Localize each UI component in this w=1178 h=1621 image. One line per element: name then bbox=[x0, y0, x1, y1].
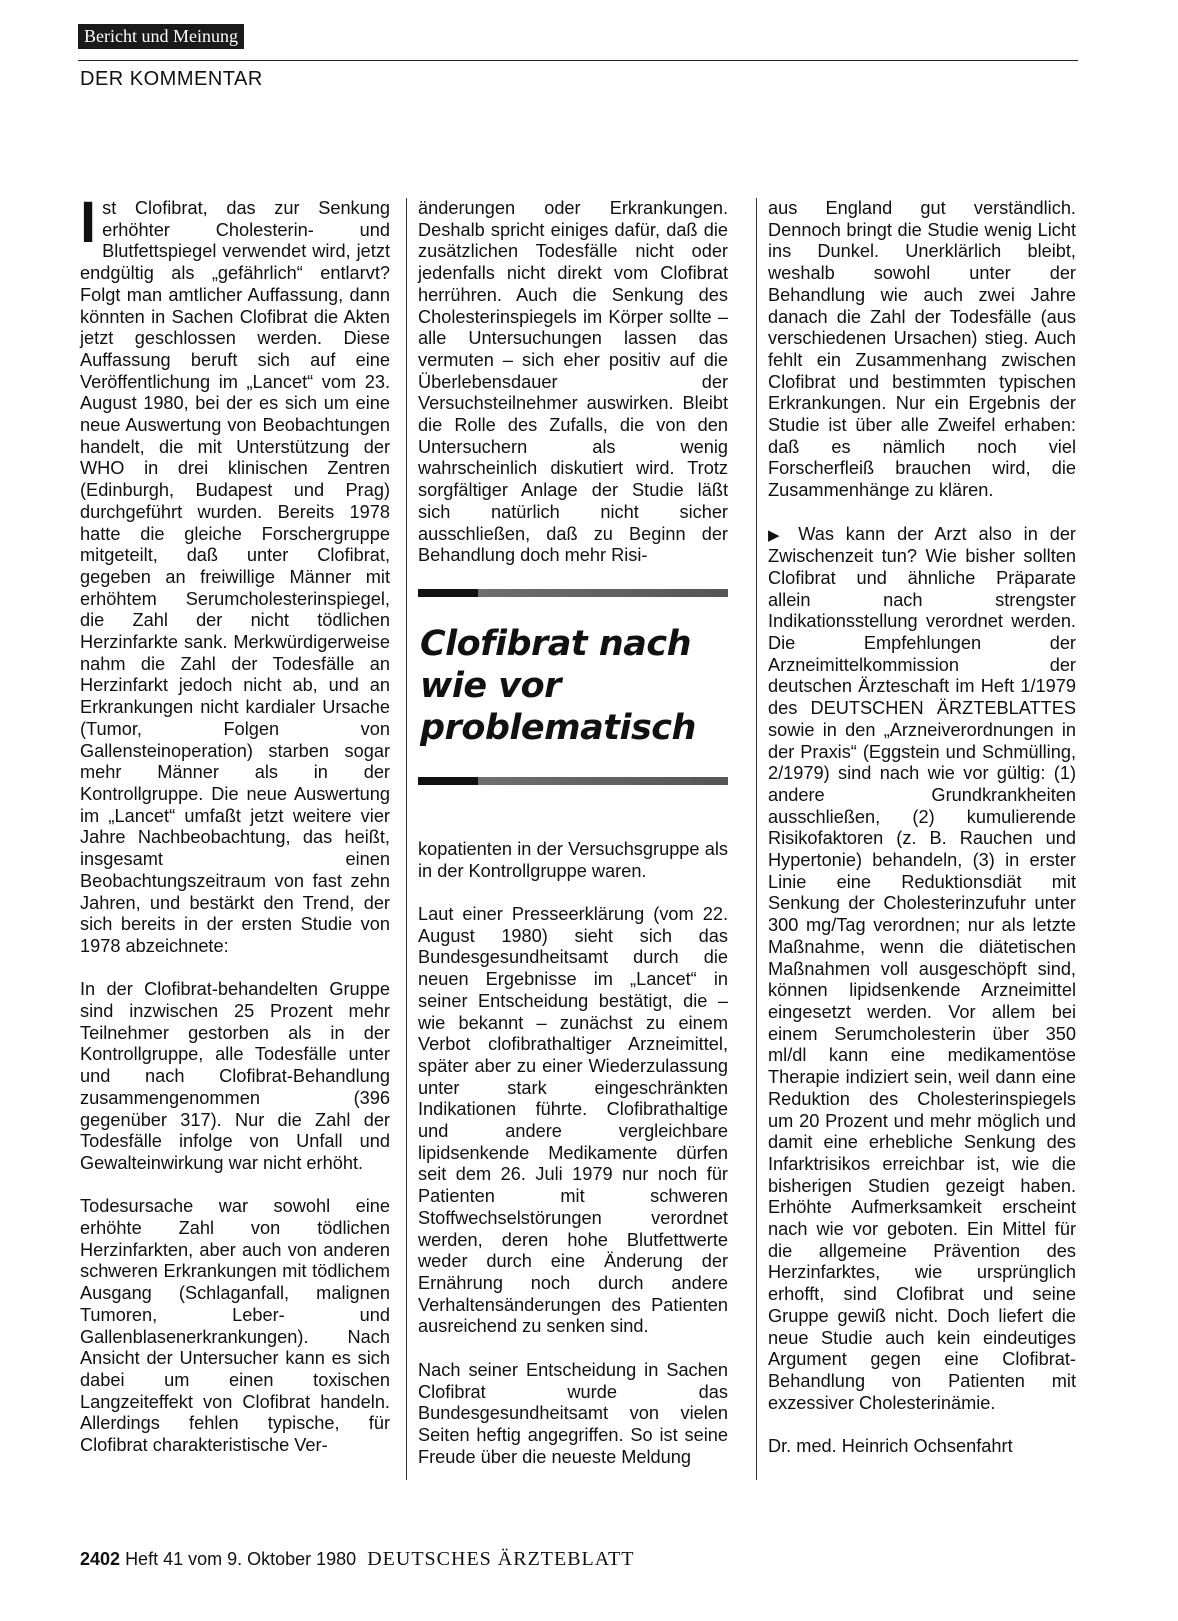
triangle-arrow-icon: ▶ bbox=[768, 526, 787, 544]
article-column-1 bbox=[80, 190, 390, 1478]
paragraph: änderungen oder Erkrankungen. Deshalb spricht einiges dafür, daß die zusätzlichen Todesfälle nicht oder jedenfalls nicht direkt vom Clofibrat herrühren. Auch die Senkung des Cholesterinspiegels im Körper sollte – alle Untersuchungen lassen das vermuten – sich eher positiv auf die Überlebensdauer der Versuchsteilnehmer auswirken. Bleibt die Rolle des Zufalls, die von den Untersuchern als wenig wahrscheinlich diskutiert wird. Trotz sorgfältiger Anlage der Studie läßt sich natürlich nicht sicher ausschließen, daß zu Beginn der Behandlung doch mehr Risi- bbox=[418, 198, 728, 566]
paragraph: In der Clofibrat-behandelten Gruppe sind inzwischen 25 Prozent mehr Teilnehmer gestorben als in der Kontrollgruppe, alle Todesfälle unter und nach Clofibrat-Behandlung zusammengenommen (396 gegenüber 317). Nur die Zahl der Todesfälle infolge von Unfall und Gewalteinwirkung war nicht erhöht. bbox=[80, 979, 390, 1173]
paragraph-text: st Clofibrat, das zur Senkung erhöhter Cholesterin- und Blutfettspiegel verwendet wird, jetzt endgültig als „gefährlich“ entlarvt? Folgt man amtlicher Auffassung, dann könnten in Sachen Clofibrat die Akten jetzt geschlossen werden. Diese Auffassung beruft sich auf eine Veröffentlichung im „Lancet“ vom 23. August 1980, bei der es sich um eine neue Auswertung von Beobachtungen handelt, die mit Unterstützung der WHO in drei klinischen Zentren (Edinburgh, Budapest und Prag) durchgeführt wurden. Bereits 1978 hatte die gleiche Forschergruppe mitgeteilt, daß unter Clofibrat, gegeben an freiwillige Männer mit erhöhtem Serumcholesterinspiegel, die Zahl der nicht tödlichen Herzinfarkte sank. Merkwürdigerweise nahm die Zahl der Todesfälle an Herzinfarkt jedoch nicht ab, und an Erkrankungen nicht kardialer Ursache (Tumor, Folgen von Gallensteinoperation) starben sogar mehr Männer als in der Kontrollgruppe. Die neue Auswertung im „Lancet“ umfaßt jetzt weitere vier Jahre Nachbeobachtung, das heißt, insgesamt einen Beobachtungszeitraum von fast zehn Jahren, und bestärkt den Trend, der sich bereits in der ersten Studie von 1978 abzeichnete: bbox=[80, 198, 390, 956]
drop-cap: I bbox=[80, 190, 97, 255]
article-column-2 bbox=[418, 198, 728, 1490]
paragraph: Todesursache war sowohl eine erhöhte Zahl von tödlichen Herzinfarkten, aber auch von anderen schweren Erkrankungen mit tödlichem Ausgang (Schlaganfall, malignen Tumoren, Leber- und Gallenblasenerkrankungen). Nach Ansicht der Untersucher kann es sich dabei um einen toxischen Langzeiteffekt von Clofibrat handeln. Allerdings fehlen typische, für Clofibrat charakteristische Ver- bbox=[80, 1196, 390, 1456]
column-rule-1 bbox=[406, 198, 407, 1480]
section-tag: Bericht und Meinung bbox=[78, 24, 244, 49]
headline-bar-top bbox=[418, 589, 728, 597]
paragraph: Nach seiner Entscheidung in Sachen Clofibrat wurde das Bundesgesundheitsamt von vielen Seiten heftig angegriffen. So ist seine Freude über die neueste Meldung bbox=[418, 1359, 728, 1467]
paragraph-text: Was kann der Arzt also in der Zwischenzeit tun? Wie bisher sollten Clofibrat und ähnliche Präparate allein nach strengster Indikationsstellung verordnet werden. Die Empfehlungen der Arzneimittelkommission der deutschen Ärzteschaft im Heft 1/1979 des DEUTSCHEN ÄRZTEBLATTES sowie in den „Arzneiverordnungen in der Praxis“ (Eggstein und Schmülling, 2/1979) sind nach wie vor gültig: (1) andere Grundkrankheiten ausschließen, (2) kumulierende Risikofaktoren (z. B. Rauchen und Hypertonie) behandeln, (3) in erster Linie eine Reduktionsdiät mit Senkung der Cholesterinzufuhr unter 300 mg/Tag verordnen; nur als letzte Maßnahme, wenn die diätetischen Maßnahmen voll ausgeschöpft sind, können lipidsenkende Arzneimittel eingesetzt werden. Vor allem bei einem Serumcholesterin über 350 ml/dl kann eine medikamentöse Therapie indiziert sein, weil dann eine Reduktion des Cholesterinspiegels um 20 Prozent und mehr möglich und damit eine erhebliche Senkung des Infarktrisikos erreichbar ist, wie die bisherigen Studien gezeigt haben. Erhöhte Aufmerksamkeit erscheint nach wie vor geboten. Ein Mittel für die allgemeine Prävention des Herzinfarktes, wie ursprünglich erhofft, sind Clofibrat und seine Gruppe gewiß nicht. Doch liefert die neue Studie auch kein eindeutiges Argument gegen eine Clofibrat-Behandlung von Patienten mit exzessiver Cholesterinämie. bbox=[768, 523, 1076, 1413]
paragraph bbox=[80, 190, 390, 958]
paragraph bbox=[768, 524, 1076, 1415]
author-signature: Dr. med. Heinrich Ochsenfahrt bbox=[768, 1436, 1013, 1457]
article-column-3 bbox=[768, 198, 1076, 1479]
paragraph: Laut einer Presseerklärung (vom 22. August 1980) sieht sich das Bundesgesundheitsamt durch die neuen Ergebnisse im „Lancet“ in seiner Entscheidung bestätigt, die – wie bekannt – zunächst zu einem Verbot clofibrathaltiger Arzneimittel, später aber zu einer Wiederzulassung unter stark eingeschränkten Indikationen führte. Clofibrathaltige und andere vergleichbare lipidsenkende Medikamente dürfen seit dem 26. Juli 1979 nur noch für Patienten mit schweren Stoffwechselstörungen verordnet werden, deren hohe Blutfettwerte weder durch eine Änderung der Ernährung noch durch andere Verhaltensänderungen des Patienten ausreichend zu senken sind. bbox=[418, 904, 728, 1337]
top-rule bbox=[78, 60, 1078, 61]
page-footer bbox=[80, 1548, 634, 1571]
column-rule-2 bbox=[756, 198, 757, 1480]
kicker: DER KOMMENTAR bbox=[80, 68, 263, 90]
issue-info: Heft 41 vom 9. Oktober 1980 bbox=[125, 1549, 357, 1569]
paragraph: kopatienten in der Versuchsgruppe als in der Kontrollgruppe waren. bbox=[418, 838, 728, 881]
journal-name: DEUTSCHES ÄRZTEBLATT bbox=[367, 1548, 635, 1570]
headline: Clofibrat nach wie vor problematisch bbox=[420, 623, 696, 748]
headline-bar-bottom bbox=[418, 777, 728, 785]
headline-box bbox=[418, 589, 728, 785]
page-number: 2402 bbox=[80, 1549, 121, 1569]
paragraph: aus England gut verständlich. Dennoch bringt die Studie wenig Licht ins Dunkel. Unerklärlich bleibt, weshalb sowohl unter der Behandlung wie auch zwei Jahre danach die Zahl der Todesfälle (aus verschiedenen Ursachen) stieg. Auch fehlt ein Zusammenhang zwischen Clofibrat und bestimmten typischen Erkrankungen. Nur ein Ergebnis der Studie ist über alle Zweifel erhaben: daß es nämlich noch viel Forscherfleiß brauchen wird, die Zusammenhänge zu klären. bbox=[768, 198, 1076, 501]
